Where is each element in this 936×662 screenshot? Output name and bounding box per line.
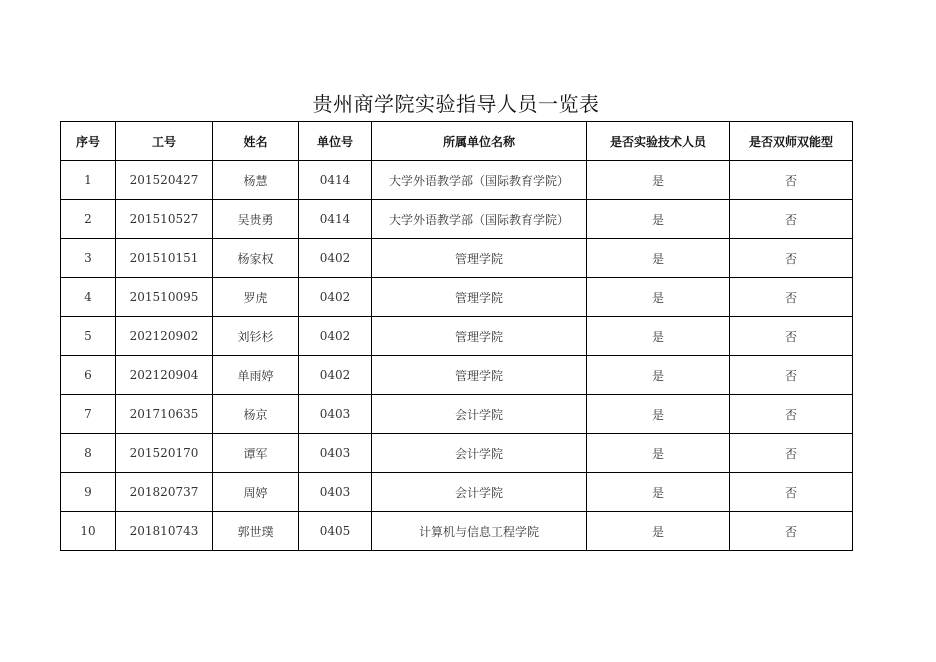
cell-lab-tech: 是 [587,317,730,356]
cell-index: 4 [61,278,116,317]
cell-name: 杨京 [213,395,299,434]
cell-name: 刘钐杉 [213,317,299,356]
cell-staff-id: 201810743 [116,512,213,551]
header-staff-id: 工号 [116,122,213,161]
cell-index: 2 [61,200,116,239]
table-row [61,473,853,512]
cell-lab-tech: 是 [587,278,730,317]
cell-unit-code: 0402 [299,239,372,278]
cell-index: 10 [61,512,116,551]
cell-unit-code: 0402 [299,317,372,356]
cell-index: 5 [61,317,116,356]
cell-dual-qualified: 否 [730,239,853,278]
cell-index: 8 [61,434,116,473]
page-title: 贵州商学院实验指导人员一览表 [312,92,600,116]
cell-name: 周婷 [213,473,299,512]
cell-unit-name: 计算机与信息工程学院 [372,512,587,551]
cell-dual-qualified: 否 [730,395,853,434]
header-name: 姓名 [213,122,299,161]
cell-unit-code: 0414 [299,161,372,200]
cell-name: 罗虎 [213,278,299,317]
cell-lab-tech: 是 [587,356,730,395]
cell-dual-qualified: 否 [730,434,853,473]
cell-staff-id: 201510527 [116,200,213,239]
table-row [61,356,853,395]
cell-index: 7 [61,395,116,434]
cell-dual-qualified: 否 [730,317,853,356]
header-unit-name: 所属单位名称 [372,122,587,161]
cell-unit-name: 会计学院 [372,395,587,434]
cell-unit-name: 管理学院 [372,239,587,278]
cell-lab-tech: 是 [587,200,730,239]
cell-staff-id: 201710635 [116,395,213,434]
cell-staff-id: 202120904 [116,356,213,395]
cell-unit-code: 0403 [299,434,372,473]
cell-lab-tech: 是 [587,239,730,278]
cell-unit-code: 0403 [299,473,372,512]
cell-lab-tech: 是 [587,473,730,512]
cell-staff-id: 201520427 [116,161,213,200]
cell-lab-tech: 是 [587,512,730,551]
cell-name: 郭世璞 [213,512,299,551]
table-row [61,200,853,239]
cell-name: 谭军 [213,434,299,473]
cell-dual-qualified: 否 [730,278,853,317]
cell-unit-name: 管理学院 [372,278,587,317]
staff-table [60,121,853,551]
cell-staff-id: 201520170 [116,434,213,473]
cell-lab-tech: 是 [587,161,730,200]
cell-dual-qualified: 否 [730,512,853,551]
cell-unit-code: 0414 [299,200,372,239]
cell-staff-id: 202120902 [116,317,213,356]
cell-unit-code: 0403 [299,395,372,434]
cell-index: 1 [61,161,116,200]
cell-name: 吴贵勇 [213,200,299,239]
cell-staff-id: 201510095 [116,278,213,317]
cell-dual-qualified: 否 [730,161,853,200]
table-row [61,317,853,356]
cell-unit-code: 0402 [299,278,372,317]
cell-unit-code: 0402 [299,356,372,395]
table-row [61,239,853,278]
cell-lab-tech: 是 [587,395,730,434]
table-row [61,395,853,434]
table-row [61,434,853,473]
cell-dual-qualified: 否 [730,356,853,395]
table-header-row [61,122,853,161]
cell-name: 单雨婷 [213,356,299,395]
header-index: 序号 [61,122,116,161]
table-row [61,512,853,551]
cell-staff-id: 201510151 [116,239,213,278]
cell-unit-name: 管理学院 [372,317,587,356]
cell-index: 3 [61,239,116,278]
cell-staff-id: 201820737 [116,473,213,512]
cell-unit-name: 会计学院 [372,434,587,473]
cell-index: 9 [61,473,116,512]
table-row [61,161,853,200]
header-lab-tech: 是否实验技术人员 [587,122,730,161]
cell-unit-name: 大学外语教学部（国际教育学院） [372,161,587,200]
cell-name: 杨家权 [213,239,299,278]
cell-unit-name: 大学外语教学部（国际教育学院） [372,200,587,239]
cell-index: 6 [61,356,116,395]
cell-unit-code: 0405 [299,512,372,551]
cell-lab-tech: 是 [587,434,730,473]
cell-name: 杨慧 [213,161,299,200]
header-unit-code: 单位号 [299,122,372,161]
cell-dual-qualified: 否 [730,200,853,239]
header-dual-qualified: 是否双师双能型 [730,122,853,161]
cell-unit-name: 会计学院 [372,473,587,512]
cell-dual-qualified: 否 [730,473,853,512]
table-row [61,278,853,317]
cell-unit-name: 管理学院 [372,356,587,395]
